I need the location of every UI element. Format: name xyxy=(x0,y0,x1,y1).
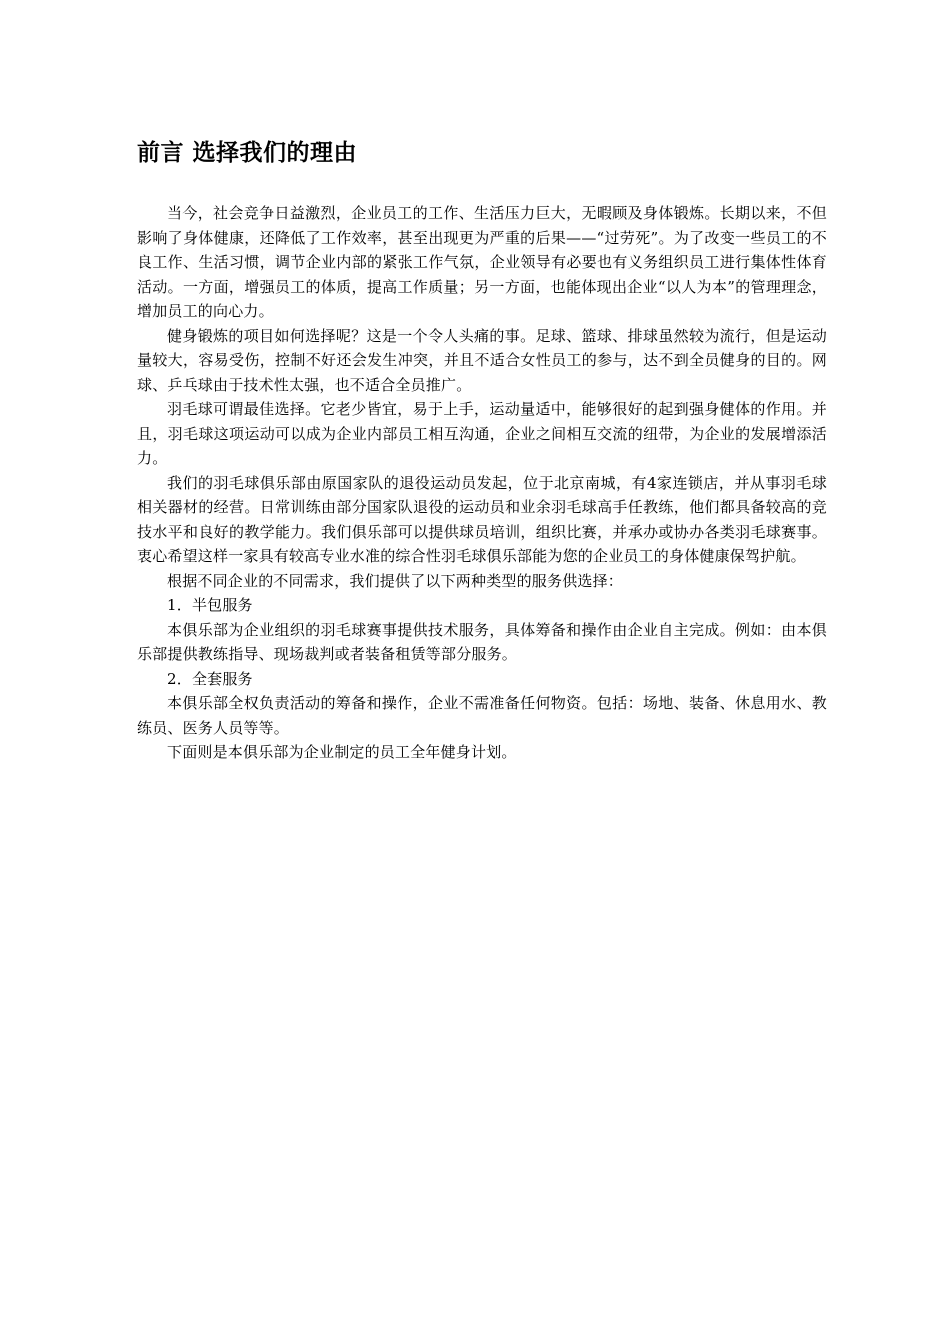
paragraph-full-service: 本俱乐部全权负责活动的筹备和操作，企业不需准备任何物资。包括：场地、装备、休息用水、教练员、医务人员等等。 xyxy=(137,694,827,737)
document-page xyxy=(137,138,827,765)
paragraph-half-service: 本俱乐部为企业组织的羽毛球赛事提供技术服务，具体筹备和操作由企业自主完成。例如：由本俱乐部提供教练指导、现场裁判或者装备租赁等部分服务。 xyxy=(137,620,827,663)
paragraph-sport-choice: 健身锻炼的项目如何选择呢？这是一个令人头痛的事。足球、篮球、排球虽然较为流行，但是运动量较大，容易受伤，控制不好还会发生冲突，并且不适合女性员工的参与，达不到全员健身的目的。网球、乒乓球由于技术性太强，也不适合全员推广。 xyxy=(137,326,827,394)
list-item-full-service: 2．全套服务 xyxy=(167,669,253,688)
page-title: 前言 选择我们的理由 xyxy=(137,140,358,166)
paragraph-plan-lead: 下面则是本俱乐部为企业制定的员工全年健身计划。 xyxy=(167,743,517,761)
paragraph-intro: 当今，社会竞争日益激烈，企业员工的工作、生活压力巨大，无暇顾及身体锻炼。长期以来，不但影响了身体健康，还降低了工作效率，甚至出现更为严重的后果——“过劳死”。为了改变一些员工的不良工作、生活习惯，调节企业内部的紧张工作气氛，企业领导有必要也有义务组织员工进行集体性体育活动。一方面，增强员工的体质，提高工作质量；另一方面，也能体现出企业“以人为本”的管理理念，增加员工的向心力。 xyxy=(137,204,827,320)
list-item-half-service: 1．半包服务 xyxy=(167,596,253,614)
paragraph-service-intro: 根据不同企业的不同需求，我们提供了以下两种类型的服务供选择： xyxy=(167,571,624,590)
document-body xyxy=(137,201,827,765)
paragraph-badminton: 羽毛球可谓最佳选择。它老少皆宜，易于上手，运动量适中，能够很好的起到强身健体的作用。并且，羽毛球这项运动可以成为企业内部员工相互沟通，企业之间相互交流的纽带，为企业的发展增添活力。 xyxy=(137,400,827,467)
paragraph-club: 我们的羽毛球俱乐部由原国家队的退役运动员发起，位于北京南城，有4家连锁店，并从事羽毛球相关器材的经营。日常训练由部分国家队退役的运动员和业余羽毛球高手任教练，他们都具备较高的竞技水平和良好的教学能力。我们俱乐部可以提供球员培训，组织比赛，并承办或协办各类羽毛球赛事。衷心希望这样一家具有较高专业水准的综合性羽毛球俱乐部能为您的企业员工的身体健康保驾护航。 xyxy=(137,473,827,565)
